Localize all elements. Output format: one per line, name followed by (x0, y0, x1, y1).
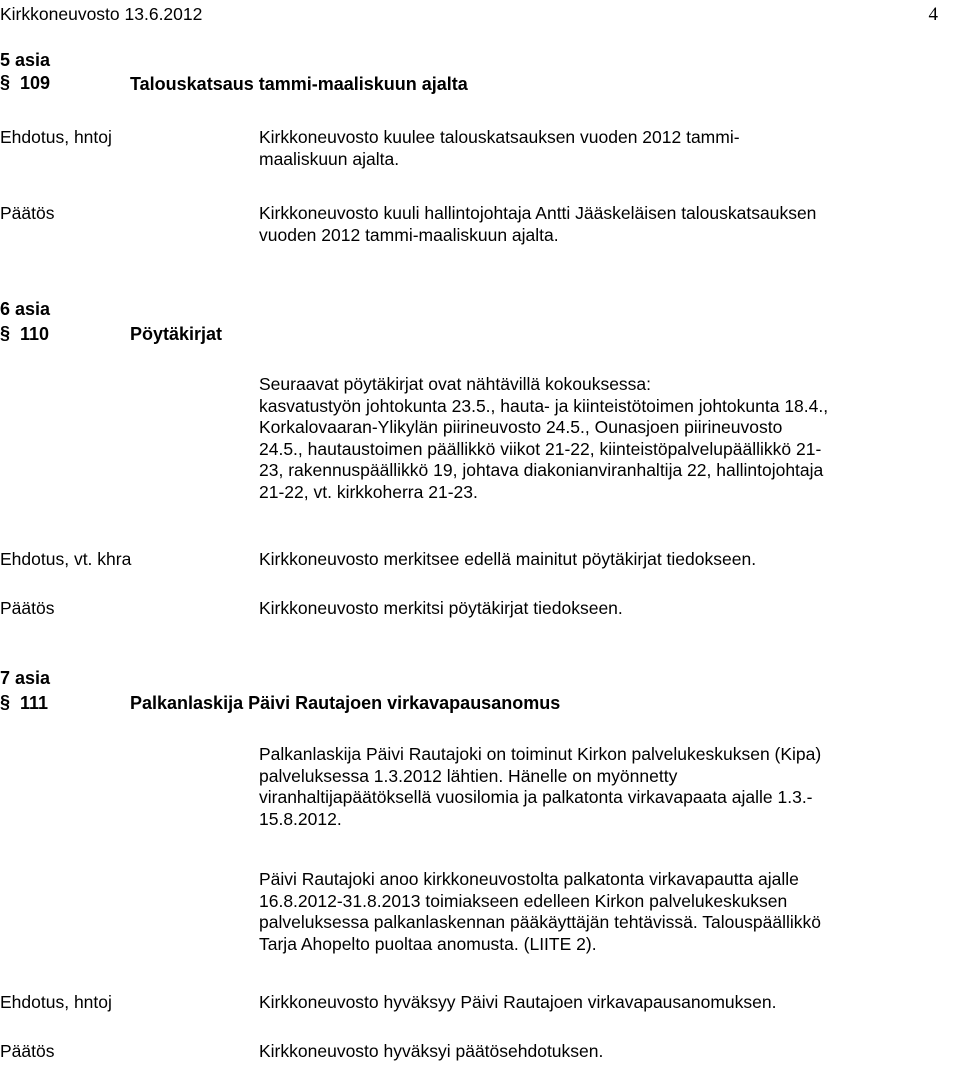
text-line: 15.8.2012. (259, 808, 342, 829)
paragraph-number-value: 109 (20, 73, 51, 93)
ehdotus-label: Ehdotus, hntoj (0, 127, 112, 147)
ehdotus-label: Ehdotus, vt. khra (0, 549, 132, 569)
text-line: 21-22, vt. kirkkoherra 21-23. (259, 481, 478, 502)
item-title: Palkanlaskija Päivi Rautajoen virkavapausanomus (130, 693, 561, 713)
text-line: vuoden 2012 tammi-maaliskuun ajalta. (259, 224, 559, 245)
text-line: palveluksessa 1.3.2012 lähtien. Hänelle on myönnetty (259, 765, 678, 786)
document-header-title: Kirkkoneuvosto 13.6.2012 (0, 4, 203, 24)
text-line: 16.8.2012-31.8.2013 toimiakseen edelleen Kirkon palvelukeskuksen (259, 890, 788, 911)
item-asia-number: 5 asia (0, 50, 51, 70)
text-line: Päivi Rautajoki anoo kirkkoneuvostolta palkatonta virkavapautta ajalle (259, 869, 799, 889)
paragraph-number-value: 110 (20, 324, 50, 344)
item-asia-number: 6 asia (0, 299, 51, 319)
item-title: Talouskatsaus tammi-maaliskuun ajalta (130, 74, 468, 94)
text-line: kasvatustyön johtokunta 23.5., hauta- ja kiinteistötoimen johtokunta 18.4., (259, 395, 829, 416)
text-line: Tarja Ahopelto puoltaa anomusta. (LIITE 2). (259, 933, 597, 954)
text-line: Kirkkoneuvosto hyväksyy Päivi Rautajoen virkavapausanomuksen. (259, 992, 777, 1012)
section-sign-icon: § (0, 72, 11, 92)
section-sign-icon: § (0, 692, 11, 712)
intro-text-2 (259, 869, 821, 955)
ehdotus-label: Ehdotus, hntoj (0, 992, 112, 1012)
text-line: Kirkkoneuvosto kuuli hallintojohtaja Antti Jääskeläisen talouskatsauksen (259, 203, 817, 223)
intro-text (259, 744, 821, 830)
page-number: 4 (928, 4, 938, 25)
text-line: Kirkkoneuvosto merkitsee edellä mainitut pöytäkirjat tiedokseen. (259, 549, 757, 569)
paatos-text (259, 203, 816, 246)
text-line: 24.5., hautaustoimen päällikkö viikot 21-22, kiinteistöpalvelupäällikkö 21- (259, 438, 822, 459)
section-sign-icon: § (0, 323, 11, 343)
text-line: Seuraavat pöytäkirjat ovat nähtävillä kokouksessa: (259, 374, 652, 394)
text-line: Palkanlaskija Päivi Rautajoki on toiminut Kirkon palvelukeskuksen (Kipa) (259, 744, 822, 764)
text-line: viranhaltijapäätöksellä vuosilomia ja palkatonta virkavapaata ajalle 1.3.- (259, 787, 813, 807)
text-line: Korkalovaaran-Ylikylän piirineuvosto 24.5., Ounasjoen piirineuvosto (259, 417, 783, 437)
paragraph-number-value: 111 (20, 693, 49, 713)
item-asia-number: 7 asia (0, 668, 51, 688)
paatos-text (259, 598, 623, 620)
ehdotus-text (259, 549, 756, 571)
text-line: Kirkkoneuvosto kuulee talouskatsauksen vuoden 2012 tammi- (259, 127, 740, 147)
paatos-text (259, 1041, 603, 1063)
text-line: maaliskuun ajalta. (259, 148, 400, 169)
text-line: Kirkkoneuvosto hyväksyi päätösehdotuksen. (259, 1041, 604, 1061)
ehdotus-text (259, 992, 777, 1014)
text-line: 23, rakennuspäällikkö 19, johtava diakonianviranhaltija 22, hallintojohtaja (259, 460, 824, 480)
intro-text (259, 374, 828, 503)
paatos-label: Päätös (0, 1041, 55, 1061)
ehdotus-text (259, 127, 740, 170)
paatos-label: Päätös (0, 598, 55, 618)
text-line: Kirkkoneuvosto merkitsi pöytäkirjat tiedokseen. (259, 598, 623, 618)
item-title: Pöytäkirjat (130, 324, 223, 344)
text-line: palveluksessa palkanlaskennan pääkäyttäjän tehtävissä. Talouspäällikkö (259, 912, 821, 932)
paatos-label: Päätös (0, 203, 55, 223)
